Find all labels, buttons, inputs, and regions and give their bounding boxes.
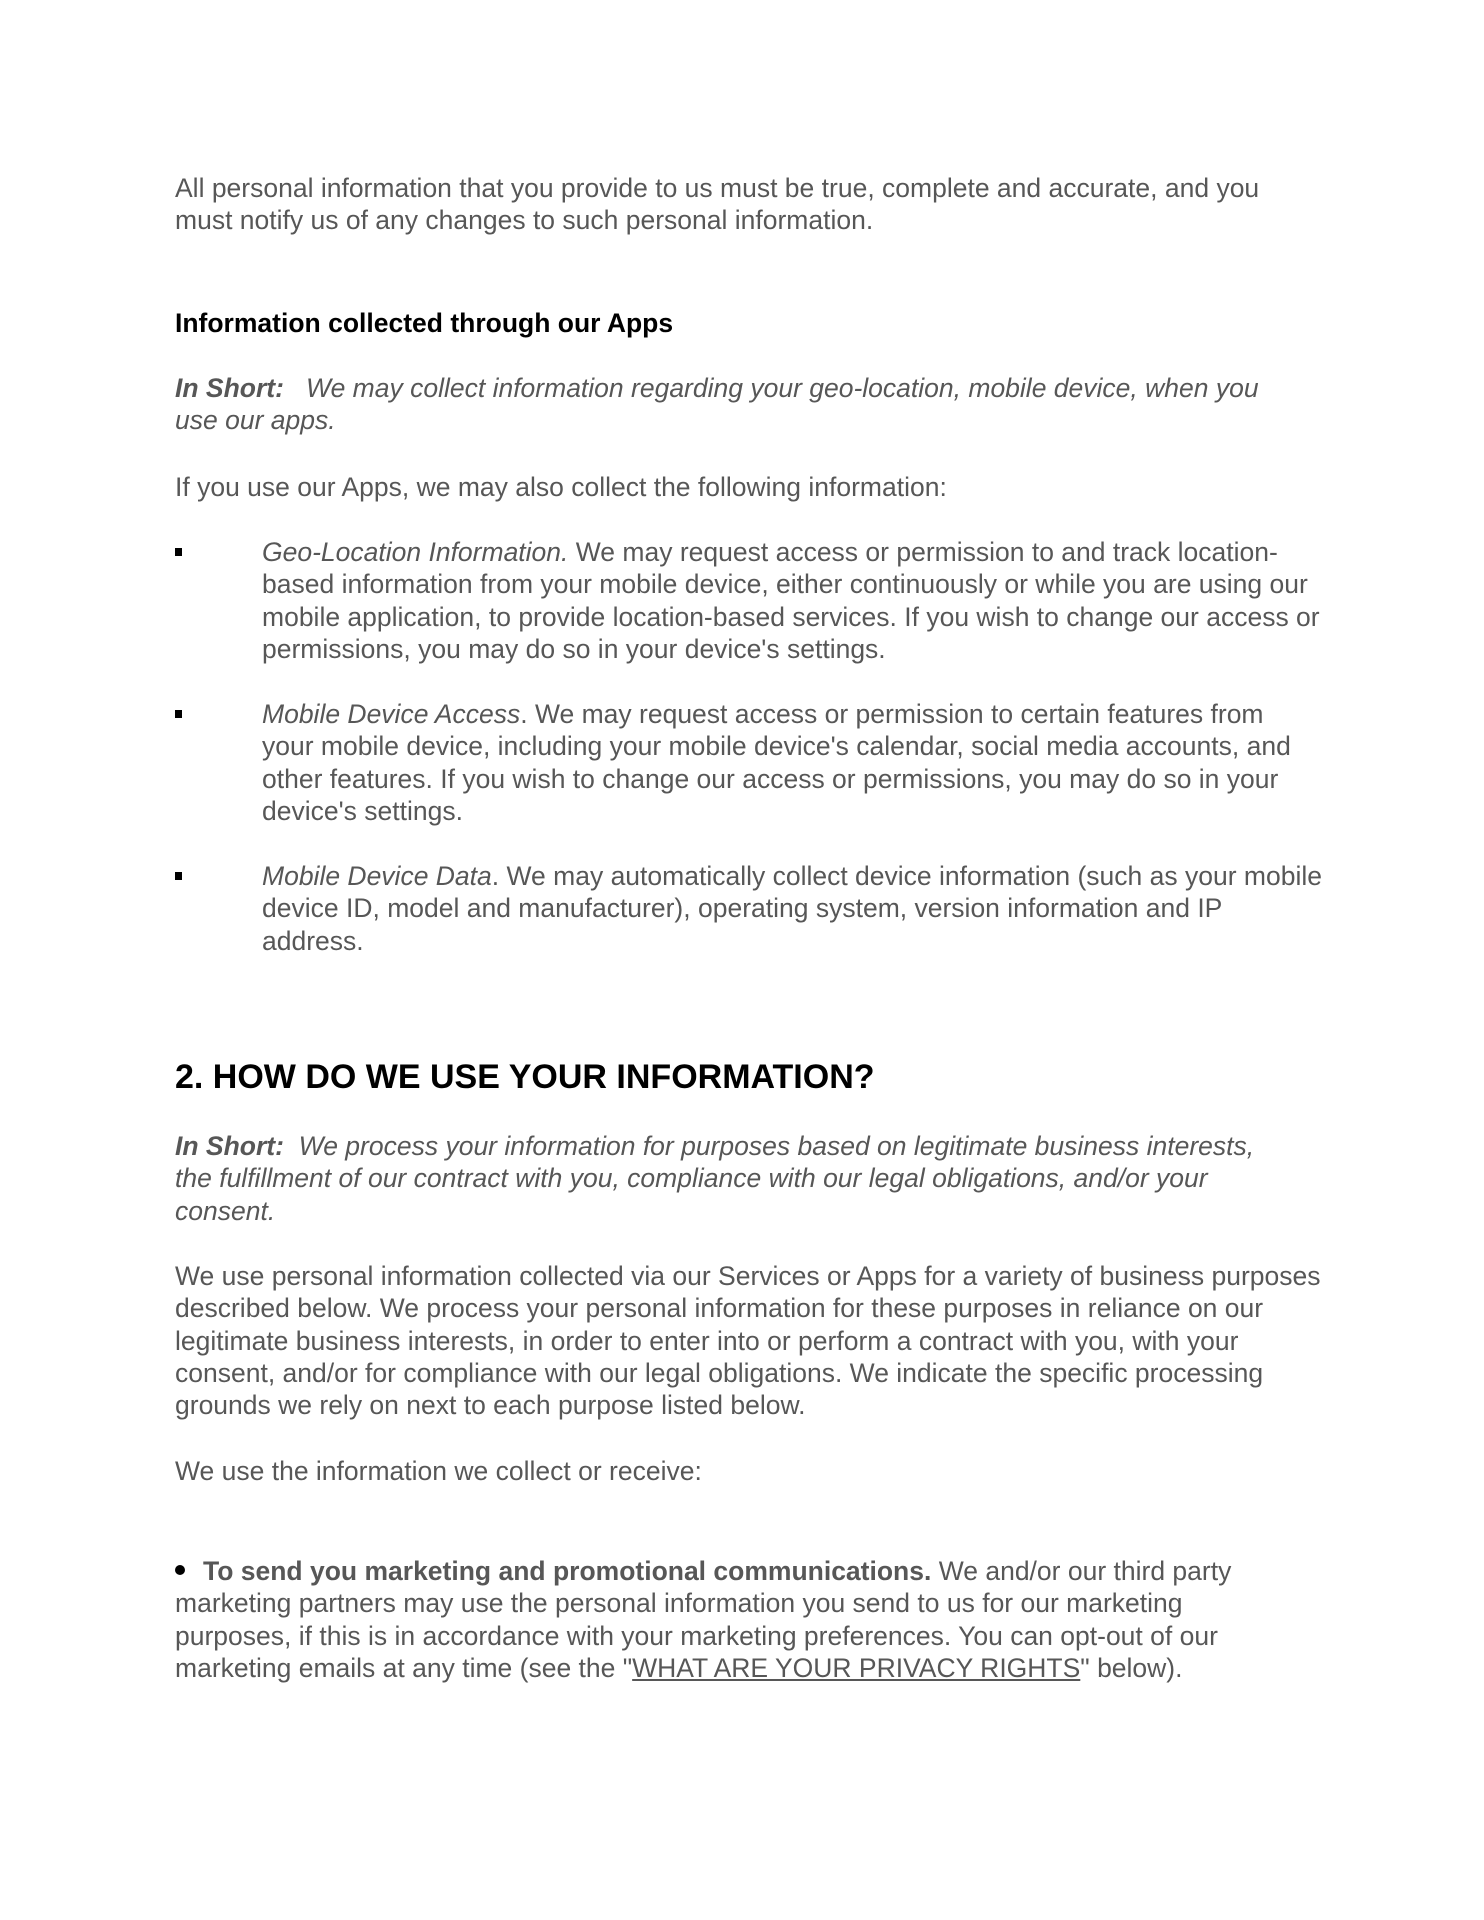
- list-item-mobile-device-data: [262, 860, 1322, 957]
- in-short-label: In Short:: [175, 373, 284, 403]
- list-item-marketing: [175, 1555, 1305, 1684]
- section2-lead: We use the information we collect or receive:: [175, 1456, 702, 1486]
- apps-in-short: [175, 372, 1295, 437]
- bullet-text: . We may automatically collect device information (such as your mobile device ID, model and manufacturer), operating system, version information and IP address.: [262, 861, 1322, 956]
- section2-in-short: [175, 1130, 1275, 1227]
- section-2-heading: 2. HOW DO WE USE YOUR INFORMATION?: [175, 1058, 875, 1096]
- square-bullet-icon: [175, 710, 182, 718]
- list-item-mobile-device-access: [262, 698, 1322, 827]
- list-item-geo-location: [262, 536, 1322, 665]
- square-bullet-icon: [175, 548, 182, 556]
- apps-lead: If you use our Apps, we may also collect the following information:: [175, 472, 947, 502]
- in-short-text: We may collect information regarding your geo-location, mobile device, when you use our apps.: [175, 373, 1259, 436]
- bullet-title: Mobile Device Access: [262, 699, 521, 729]
- bullet-text: We and/or our third party marketing partners may use the personal information you send to us for our marketing purposes, if this is in accordance with your marketing preferences. You can opt-out of our marketing emails at any time (see the ": [175, 1556, 1232, 1683]
- apps-section-heading: Information collected through our Apps: [175, 308, 674, 338]
- in-short-label: In Short:: [175, 1131, 284, 1161]
- section2-paragraph: We use personal information collected via our Services or Apps for a variety of business purposes described below. We process your personal information for these purposes in reliance on our legitimate business interests, in order to enter into or perform a contract with you, with your consent, and/or for compliance with our legal obligations. We indicate the specific processing grounds we rely on next to each purpose listed below.: [175, 1261, 1321, 1421]
- square-bullet-icon: [175, 872, 182, 880]
- bullet-text-end: " below).: [1080, 1652, 1183, 1683]
- bullet-title: Mobile Device Data: [262, 861, 492, 891]
- round-bullet-icon: [175, 1565, 185, 1575]
- bullet-title: Geo-Location Information.: [262, 537, 569, 567]
- in-short-text: We process your information for purposes based on legitimate business interests, the fulfillment of our contract with you, compliance with our legal obligations, and/or your consent.: [175, 1131, 1255, 1226]
- privacy-rights-link[interactable]: WHAT ARE YOUR PRIVACY RIGHTS: [632, 1652, 1081, 1683]
- bullet-text: . We may request access or permission to certain features from your mobile device, including your mobile device's calendar, social media accounts, and other features. If you wish to change our access or permissions, you may do so in your device's settings.: [262, 699, 1291, 826]
- bullet-title: To send you marketing and promotional communications.: [203, 1556, 932, 1586]
- bullet-text: We may request access or permission to and track location-based information from your mobile device, either continuously or while you are using our mobile application, to provide location-based services. If you wish to change our access or permissions, you may do so in your device's settings.: [262, 537, 1320, 664]
- intro-paragraph: All personal information that you provide to us must be true, complete and accurate, and you must notify us of any changes to such personal information.: [175, 173, 1260, 236]
